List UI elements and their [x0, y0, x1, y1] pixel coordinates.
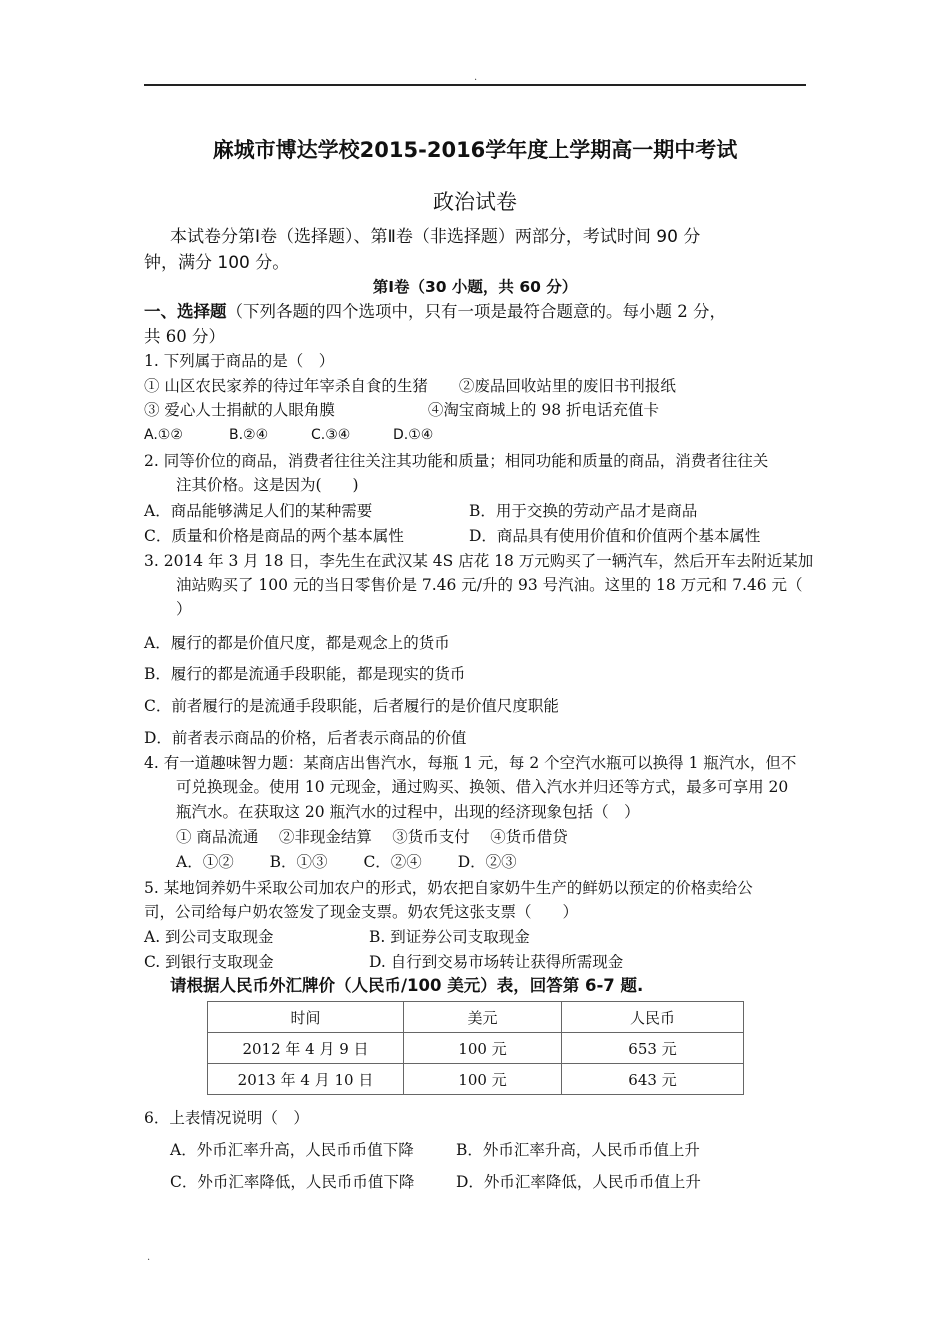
q6-choice-c: C．外币汇率降低，人民币币值下降 — [170, 1173, 415, 1191]
intro-line-1: 本试卷分第Ⅰ卷（选择题）、第Ⅱ卷（非选择题）两部分，考试时间 90 分 — [170, 227, 701, 247]
q2-stem-2: 注其价格。这是因为( ) — [176, 476, 359, 494]
table-row — [208, 1064, 744, 1095]
exam-subtitle: 政治试卷 — [433, 190, 517, 214]
q2-choice-b: B．用于交换的劳动产品才是商品 — [469, 502, 698, 520]
q3-choice-b: B．履行的都是流通手段职能，都是现实的货币 — [144, 665, 466, 683]
footer-dot: . — [147, 1252, 151, 1263]
q4-stem-1: 4. 有一道趣味智力题：某商店出售汽水，每瓶 1 元，每 2 个空汽水瓶可以换得 1 瓶汽水，但不 — [144, 754, 797, 772]
q3-stem-1: 3. 2014 年 3 月 18 日，李先生在武汉某 4S 店花 18 万元购买了一辆汽车，然后开车去附近某加 — [144, 552, 814, 570]
section-title: 第Ⅰ卷（30 小题，共 60 分） — [372, 278, 578, 296]
q4-stem-3: 瓶汽水。在获取这 20 瓶汽水的过程中，出现的经济现象包括（ ） — [176, 803, 640, 821]
q1-options-1: ① 山区农民家养的待过年宰杀自食的生猪 ②废品回收站里的废旧书刊报纸 — [144, 377, 676, 395]
q1-choice-c: C.③④ — [311, 427, 351, 443]
part1-desc-2: 共 60 分） — [144, 327, 225, 346]
part1-desc: （下列各题的四个选项中，只有一项是最符合题意的。每小题 2 分， — [226, 302, 726, 321]
part1-heading — [144, 301, 726, 323]
exam-title: 麻城市博达学校2015-2016学年度上学期高一期中考试 — [212, 138, 738, 162]
q5-choice-d: D. 自行到交易市场转让获得所需现金 — [369, 953, 624, 971]
q3-choice-a: A．履行的都是价值尺度，都是观念上的货币 — [144, 634, 450, 652]
table-cell: 643 元 — [562, 1064, 744, 1095]
q5-choice-b: B. 到证券公司支取现金 — [369, 928, 530, 946]
q1-stem: 1. 下列属于商品的是（ ） — [144, 352, 335, 370]
q4-choices: A．①② B．①③ C．②④ D．②③ — [176, 853, 517, 871]
table-intro: 请根据人民币外汇牌价（人民币/100 美元）表，回答第 6-7 题. — [170, 976, 644, 995]
q6-choice-a: A．外币汇率升高，人民币币值下降 — [170, 1141, 414, 1159]
table-cell: 100 元 — [404, 1033, 562, 1064]
part1-label: 一、选择题 — [144, 302, 227, 321]
intro-line-2: 钟，满分 100 分。 — [144, 253, 290, 273]
q6-choice-b: B．外币汇率升高，人民币币值上升 — [456, 1141, 700, 1159]
table-header-row — [208, 1002, 744, 1033]
q2-choice-c: C．质量和价格是商品的两个基本属性 — [144, 527, 404, 545]
q5-choice-c: C. 到银行支取现金 — [144, 953, 274, 971]
q2-choice-a: A．商品能够满足人们的某种需要 — [144, 502, 373, 520]
q6-choice-d: D．外币汇率降低，人民币币值上升 — [456, 1173, 701, 1191]
table-header-cell: 美元 — [404, 1002, 562, 1033]
q2-choice-d: D．商品具有使用价值和价值两个基本属性 — [469, 527, 761, 545]
table-cell: 2013 年 4 月 10 日 — [208, 1064, 404, 1095]
q4-stem-2: 可兑换现金。使用 10 元现金，通过购买、换领、借入汽水并归还等方式，最多可享用 20 — [176, 778, 789, 796]
q2-stem-1: 2. 同等价位的商品，消费者往往关注其功能和质量；相同功能和质量的商品，消费者往往关 — [144, 452, 769, 470]
q3-stem-3: ） — [176, 600, 192, 618]
table-row — [208, 1033, 744, 1064]
q1-options-2: ③ 爱心人士捐献的人眼角膜 ④淘宝商城上的 98 折电话充值卡 — [144, 401, 660, 419]
q1-choice-a: A.①② — [144, 427, 183, 443]
q5-choice-a: A. 到公司支取现金 — [144, 928, 274, 946]
table-header-cell: 时间 — [208, 1002, 404, 1033]
table-cell: 100 元 — [404, 1064, 562, 1095]
q1-choice-b: B.②④ — [229, 427, 269, 443]
q5-stem-2: 司，公司给每户奶农签发了现金支票。奶农凭这张支票（ ） — [144, 903, 579, 921]
q5-stem-1: 5. 某地饲养奶牛采取公司加农户的形式，奶农把自家奶牛生产的鲜奶以预定的价格卖给公 — [144, 879, 753, 897]
header-rule — [144, 84, 806, 86]
table-cell: 2012 年 4 月 9 日 — [208, 1033, 404, 1064]
q1-choice-d: D.①④ — [393, 427, 434, 443]
q3-stem-2: 油站购买了 100 元的当日零售价是 7.46 元/升的 93 号汽油。这里的 18 万元和 7.46 元（ — [176, 576, 803, 594]
q3-choice-c: C．前者履行的是流通手段职能，后者履行的是价值尺度职能 — [144, 697, 559, 715]
table-header-cell: 人民币 — [562, 1002, 744, 1033]
table-cell: 653 元 — [562, 1033, 744, 1064]
q4-options: ① 商品流通 ②非现金结算 ③货币支付 ④货币借贷 — [176, 828, 568, 846]
exchange-rate-table — [207, 1001, 744, 1095]
q3-choice-d: D．前者表示商品的价格，后者表示商品的价值 — [144, 729, 467, 747]
q6-stem: 6．上表情况说明（ ） — [144, 1109, 309, 1127]
header-dot: . — [474, 72, 478, 83]
